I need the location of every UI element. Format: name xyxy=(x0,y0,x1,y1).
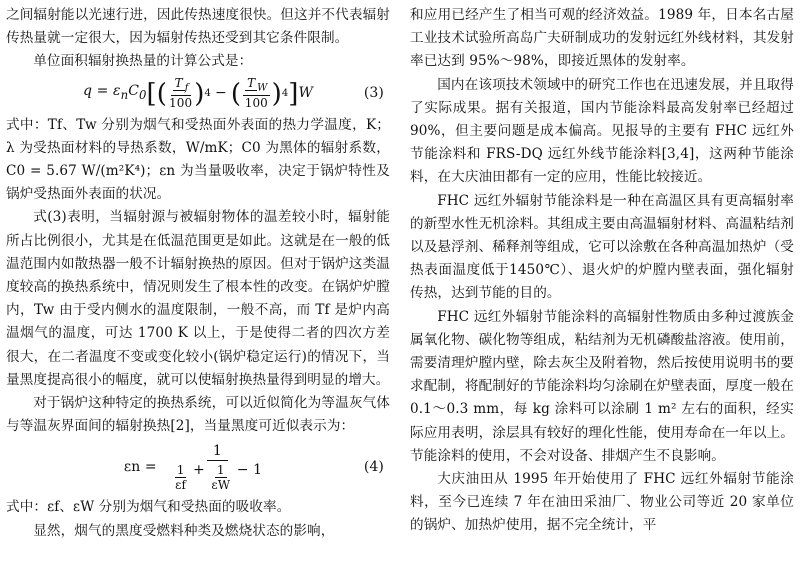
tf-fraction: $\frac{T _f}{100}$ xyxy=(169,76,193,110)
paragraph-right-3: FHC 远红外辐射节能涂料是一种在高温区具有更高辐射率的新型水性无机涂料。其组成主要由高温辐射材料、高温粘结剂以及悬浮剂、稀释剂等组成，它可以涂敷在各种高温加热炉（受热表面温度低于1450℃）、退火炉的炉膛内壁表面，强化辐射传热，达到节能的目的。 xyxy=(410,192,794,302)
paragraph-left-5: 对于锅炉这种特定的换热系统，可以近似简化为等温灰气体与等温灰界面间的辐射换热[2]，当量黑度可近似表示为： xyxy=(6,395,390,435)
paragraph-left-6: 式中：εf、εW 分别为烟气和受热面的吸收率。 xyxy=(6,499,291,516)
eq4-fraction: 1 $\frac{1}{\varepsilon f}$ + $\frac{1}{\varepsilon W}$ − 1 xyxy=(175,443,263,493)
eq3-lhs: $q = \varepsilon_nC_0$ xyxy=(82,83,147,102)
equation-number-3: (3) xyxy=(363,85,384,101)
paragraph-right-4: FHC 远红外辐射节能涂料的高辐射性物质由多种过渡族金属氧化物、碳化物等组成，粘结剂为无机磷酸盐溶液。使用前，需要清理炉膛内壁，除去灰尘及附着物，然后按使用说明书的要求配制，将配制好的节能涂料均匀涂刷在炉壁表面，厚度一般在 0.1～0.3 mm，每 kg 涂料可以涂刷 1 m² 左右的面积，经实际应用表明，涂层具有较好的理化性能，使用寿命在一年以上。节能涂料的使用，不会对设备、排烟产生不良影响。 xyxy=(410,308,794,464)
paragraph-left-4: 式(3)表明，当辐射源与被辐射物体的温差较小时，辐射能所占比例很小，尤其是在低温范围更是如此。这就是在一般的低温范围内如散热器一般不计辐射换热的原因。但对于锅炉这类温度较高的换热系统中，情况则发生了根本性的改变。在锅炉炉膛内，Tw 由于受内侧水的温度限制，一般不高，而 Tf 是炉内高温烟气的温度，可达 1700 K 以上，于是使得二者的四次方差很大，在二者温度不变或变化较小(锅炉稳定运行)的情况下，当量黑度提高很小的幅度，就可以使辐射换热量得到明显的增大。 xyxy=(6,209,390,388)
right-column xyxy=(410,4,794,538)
paragraph-right-5: 大庆油田从 1995 年开始使用了 FHC 远红外辐射节能涂料，至今已连续 7 年在油田采油厂、物业公司等近 20 家单位的锅炉、加热炉使用，据不完全统计，平 xyxy=(410,471,794,534)
equation-3: $q = \varepsilon_nC_0$ [ ( $\frac{T _f}{100}$ ) 4 − ( $\frac{T _W}{100}$ ) 4 ] W (3) xyxy=(82,76,384,110)
equation-4: εn = 1 $\frac{1}{\varepsilon f}$ + $\frac{1}{\varepsilon W}$ − 1 (4) xyxy=(123,443,384,493)
tw-fraction: $\frac{T _W}{100}$ xyxy=(244,76,268,110)
paragraph-right-2: 国内在该项技术领域中的研究工作也在迅速发展，并且取得了实际成果。据有关报道，国内节能涂料最高发射率已经超过 90%，但主要问题是成本偏高。见报导的主要有 FHC 远红外节能涂料和 FRS-DQ 远红外线节能涂料[3,4]，这两种节能涂料，在大庆油田都有一定的应用，性能比较接近。 xyxy=(410,76,794,186)
equation-number-4: (4) xyxy=(363,458,384,475)
paragraph-left-1: 之间辐射能以光速行进，因此传热速度很快。但这并不代表辐射传热量就一定很大，因为辐射传热还受到其它条件限制。 xyxy=(6,7,390,47)
left-column xyxy=(6,4,390,543)
paragraph-left-7: 显然，烟气的黑度受燃料种类及燃烧状态的影响， xyxy=(33,522,335,539)
paragraph-right-1: 和应用已经产生了相当可观的经济效益。1989 年，日本名古屋工业技术试验所高岛广夫研制成功的发射远红外线材料，其发射率已达到 95%～98%，即接近黑体的发射率。 xyxy=(410,7,794,70)
paragraph-left-2: 单位面积辐射换热量的计算公式是： xyxy=(33,53,253,70)
paragraph-left-3: 式中：Tf、Tw 分别为烟气和受热面外表面的热力学温度，K；λ 为受热面材料的导热系数，W/mK；C0 为黑体的辐射系数，C0 = 5.67 W/(m²K⁴)；εn 为当量吸收率，决定于锅炉特性及锅炉受热面外表面的状况。 xyxy=(6,116,390,203)
